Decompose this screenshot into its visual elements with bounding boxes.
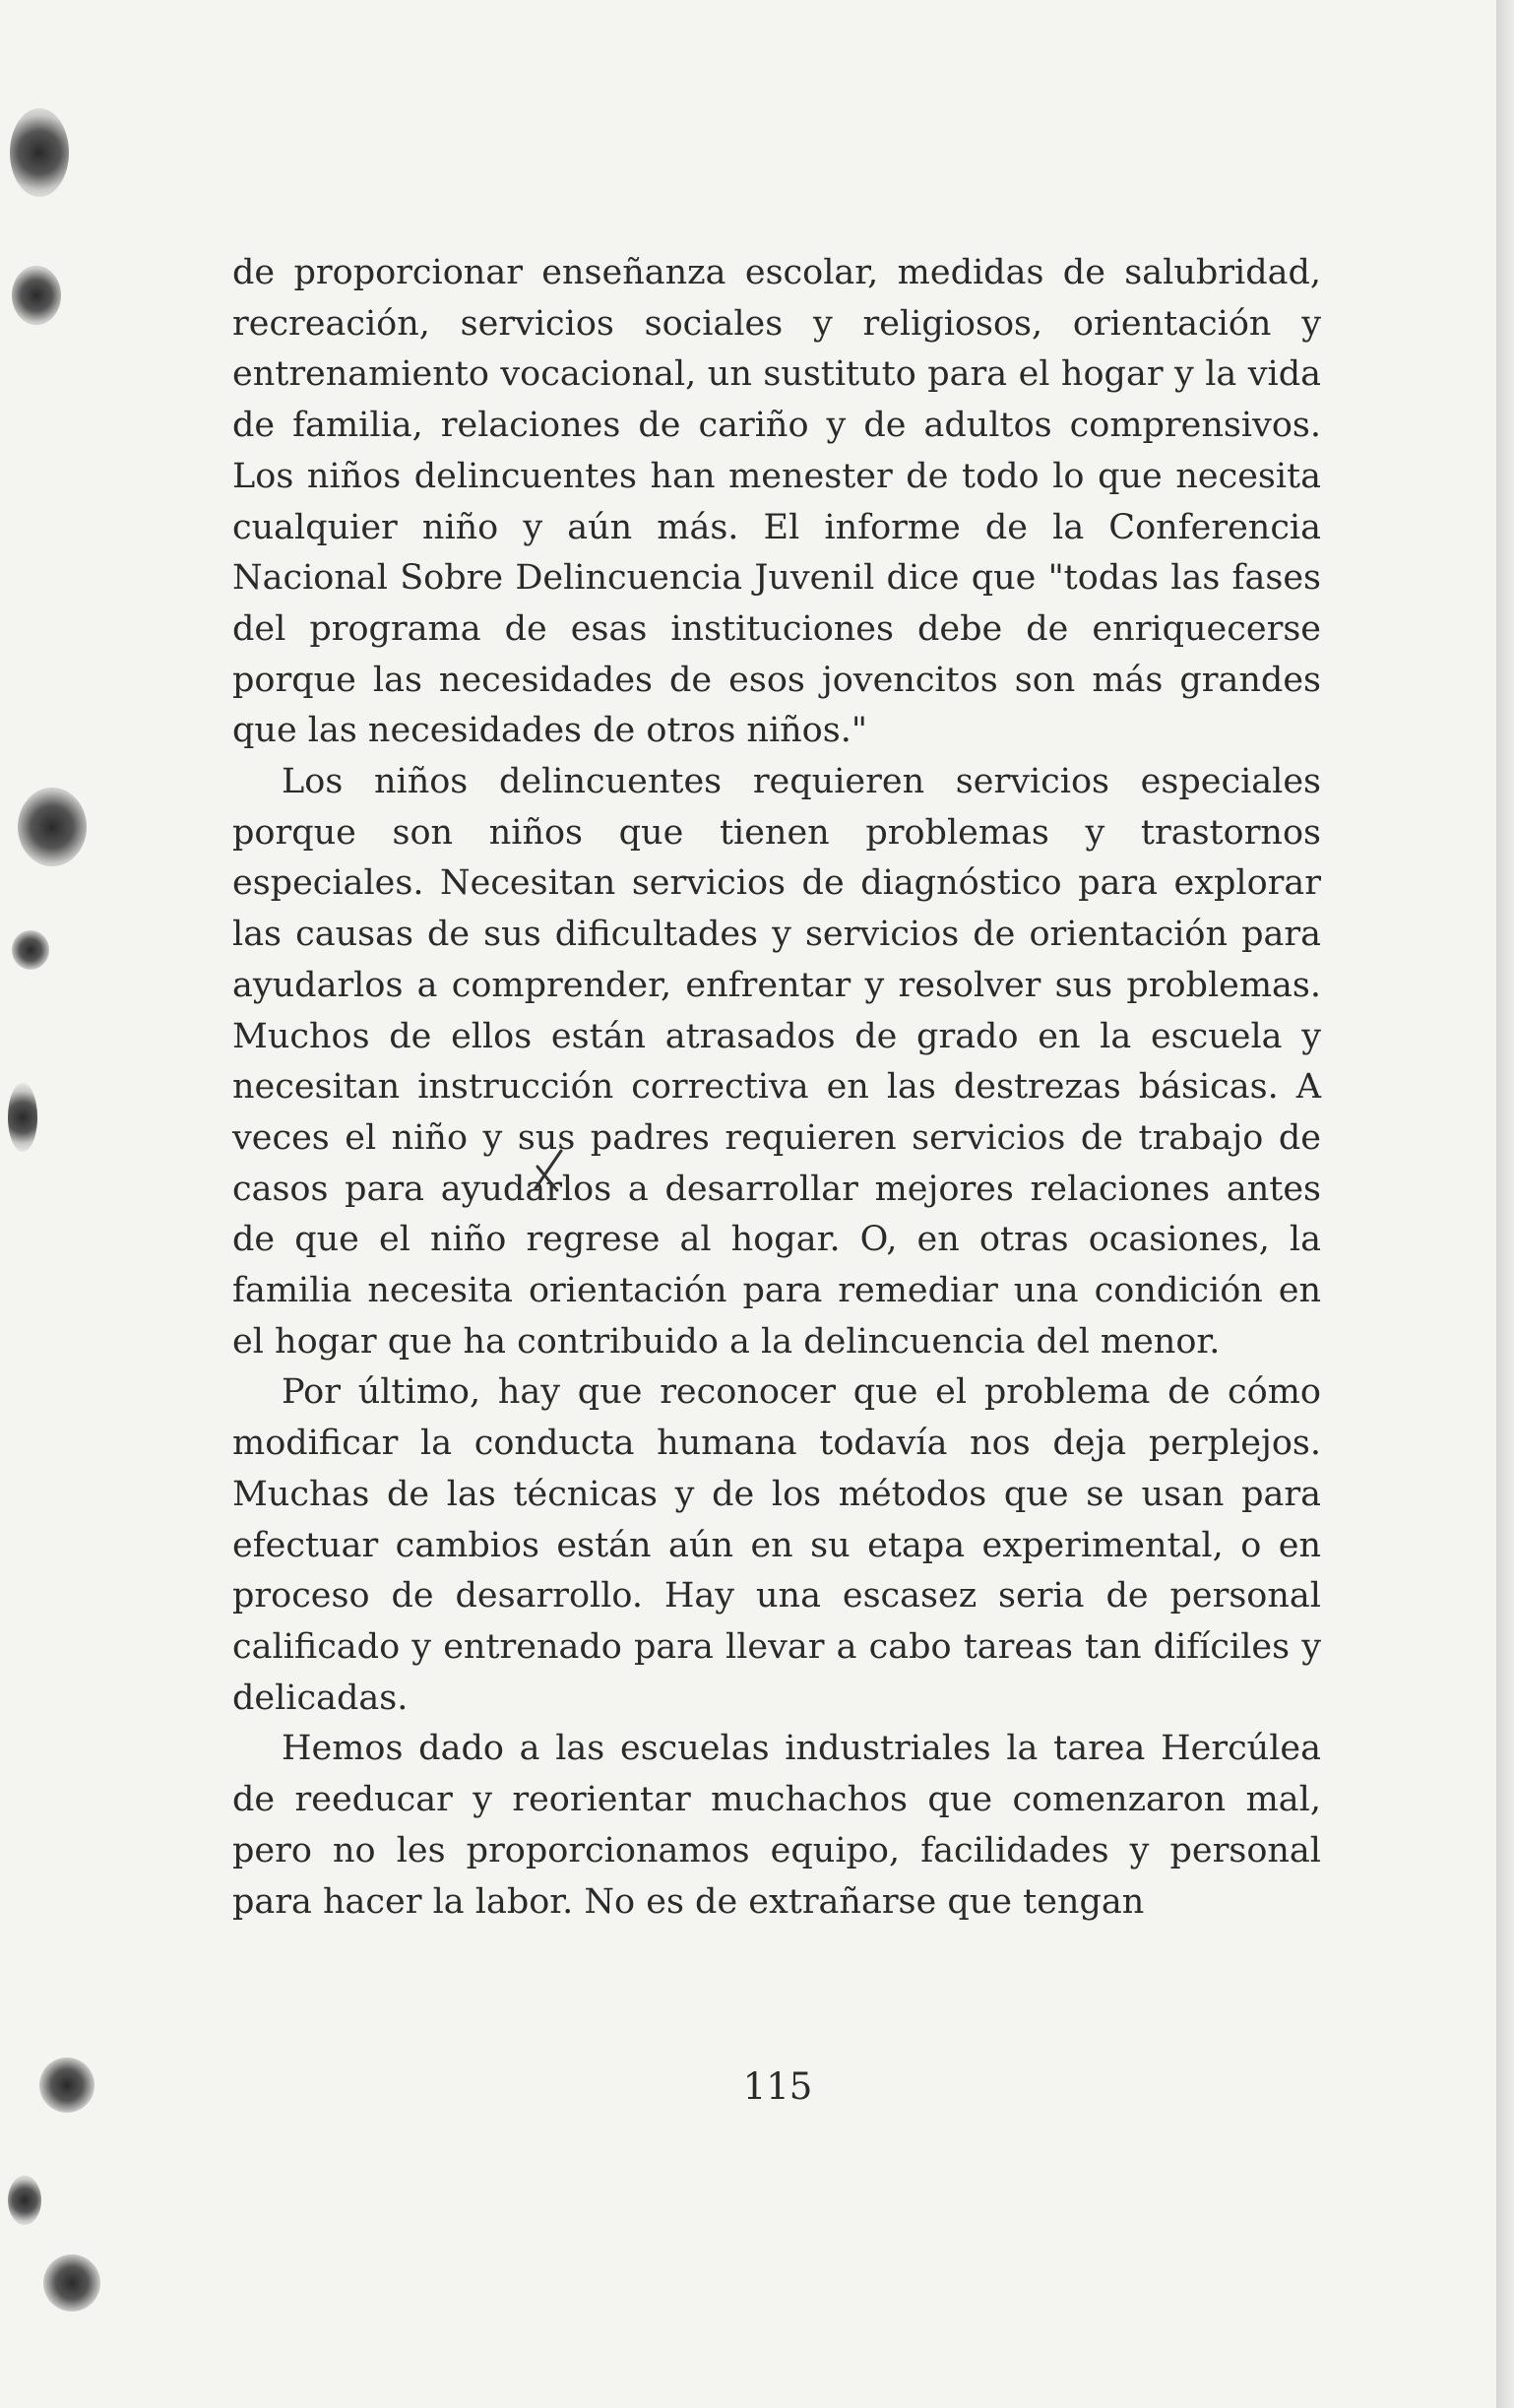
paragraph-4: Hemos dado a las escuelas industriales la tarea Hercúlea de reeducar y reorientar muchachos que comenzaron mal, pero no les proporcionamos equipo, facilidades y personal para hacer la labor. No es de extrañarse que tengan: [232, 1729, 1321, 1922]
punch-hole-mark: [18, 788, 87, 866]
punch-hole-mark: [10, 108, 69, 197]
punch-hole-mark: [12, 266, 61, 325]
handwritten-x-mark: [532, 1147, 565, 1192]
paragraph-3: Por último, hay que reconocer que el problema de cómo modificar la conducta humana todavía nos deja perplejos. Muchas de las técnicas y de los métodos que se usan para efectuar cambios están aún en su etapa experimental, o en proceso de desarrollo. Hay una escasez seria de personal calificado y entrenado para llevar a cabo tareas tan difíciles y delicadas.: [232, 1372, 1321, 1718]
paragraph-1: de proporcionar enseñanza escolar, medidas de salubridad, recreación, servicios sociales y religiosos, orientación y entrenamiento vocacional, un sustituto para el hogar y la vida de familia, relaciones de cariño y de adultos comprensivos. Los niños delincuentes han menester de todo lo que necesita cualquier niño y aún más. El informe de la Conferencia Nacional Sobre Delincuencia Juvenil dice que "todas las fases del programa de esas instituciones debe de enriquecerse porque las necesidades de esos jovencitos son más grandes que las necesidades de otros niños.": [232, 253, 1321, 751]
body-text: [232, 248, 1321, 1928]
punch-hole-mark: [43, 2254, 100, 2312]
page-number: 115: [742, 2065, 813, 2108]
paragraph-2: Los niños delincuentes requieren servicios especiales porque son niños que tienen problemas y trastornos especiales. Necesitan servicios de diagnóstico para explorar las causas de sus dificultades y servicios de orientación para ayudarlos a comprender, enfrentar y resolver sus problemas. Muchos de ellos están atrasados de grado en la escuela y necesitan instrucción correctiva en las destrezas básicas. A veces el niño y sus padres requieren servicios de trabajo de casos para ayudarlos a desarrollar mejores relaciones antes de que el niño regrese al hogar. O, en otras ocasiones, la familia necesita orientación para remediar una condición en el hogar que ha contribuido a la delincuencia del menor.: [232, 762, 1321, 1362]
page-edge: [1496, 0, 1514, 2408]
punch-hole-mark: [8, 1083, 37, 1152]
punch-hole-mark: [12, 930, 49, 970]
punch-hole-mark: [8, 2176, 41, 2225]
